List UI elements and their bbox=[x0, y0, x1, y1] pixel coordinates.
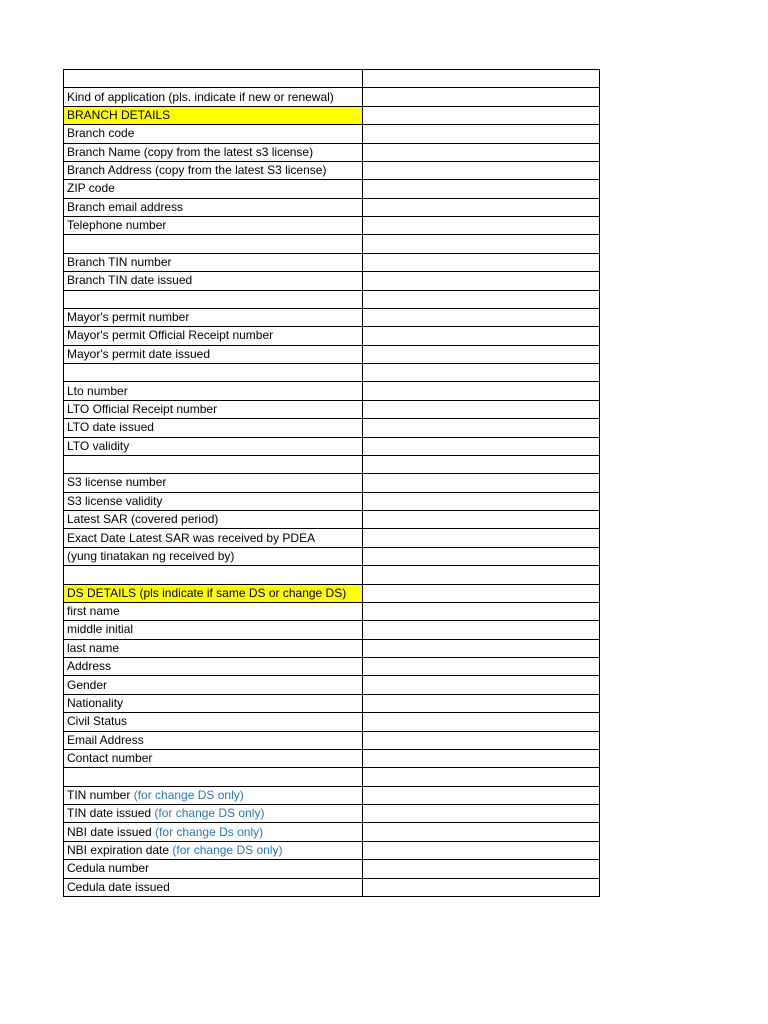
field-label: Lto number bbox=[67, 383, 128, 398]
field-label-cell bbox=[64, 492, 363, 510]
field-value-cell[interactable] bbox=[363, 253, 600, 271]
blank-row bbox=[64, 235, 600, 253]
field-label-cell bbox=[64, 786, 363, 804]
field-value-cell[interactable] bbox=[363, 180, 600, 198]
field-label-cell bbox=[64, 566, 363, 584]
form-row bbox=[64, 382, 600, 400]
field-label-cell bbox=[64, 235, 363, 253]
form-row bbox=[64, 602, 600, 620]
form-row bbox=[64, 474, 600, 492]
field-label-cell bbox=[64, 217, 363, 235]
field-value-cell[interactable] bbox=[363, 768, 600, 786]
field-value-cell[interactable] bbox=[363, 125, 600, 143]
field-note: (for change DS only) bbox=[172, 842, 283, 857]
field-value-cell[interactable] bbox=[363, 621, 600, 639]
form-row bbox=[64, 860, 600, 878]
field-label: Branch email address bbox=[67, 199, 184, 214]
form-row bbox=[64, 327, 600, 345]
field-value-cell[interactable] bbox=[363, 529, 600, 547]
field-value-cell[interactable] bbox=[363, 511, 600, 529]
field-label: Email Address bbox=[67, 732, 144, 747]
field-label-cell bbox=[64, 474, 363, 492]
field-label-cell bbox=[64, 382, 363, 400]
field-label-cell bbox=[64, 602, 363, 620]
form-row bbox=[64, 621, 600, 639]
field-note: (for change DS only) bbox=[154, 806, 265, 821]
form-row bbox=[64, 676, 600, 694]
field-label-cell bbox=[64, 345, 363, 363]
form-row bbox=[64, 713, 600, 731]
field-value-cell[interactable] bbox=[363, 786, 600, 804]
field-value-cell[interactable] bbox=[363, 676, 600, 694]
form-row bbox=[64, 492, 600, 510]
form-row bbox=[64, 253, 600, 271]
field-value-cell[interactable] bbox=[363, 860, 600, 878]
form-row bbox=[64, 88, 600, 106]
field-label-cell bbox=[64, 290, 363, 308]
field-label-cell bbox=[64, 125, 363, 143]
field-label: last name bbox=[67, 640, 120, 655]
field-note: (for change DS only) bbox=[133, 787, 244, 802]
field-value-cell[interactable] bbox=[363, 658, 600, 676]
field-value-cell[interactable] bbox=[363, 474, 600, 492]
field-value-cell[interactable] bbox=[363, 602, 600, 620]
section-header-row bbox=[64, 106, 600, 124]
form-row bbox=[64, 731, 600, 749]
form-row bbox=[64, 694, 600, 712]
field-label-cell bbox=[64, 694, 363, 712]
field-label: BRANCH DETAILS bbox=[67, 107, 171, 122]
field-label: TIN date issued bbox=[67, 806, 152, 821]
field-label: TIN number bbox=[67, 787, 131, 802]
field-value-cell[interactable] bbox=[363, 217, 600, 235]
field-label: Civil Status bbox=[67, 714, 128, 729]
form-row bbox=[64, 180, 600, 198]
field-label: LTO date issued bbox=[67, 420, 154, 435]
field-label-cell bbox=[64, 253, 363, 271]
field-label-cell bbox=[64, 805, 363, 823]
field-value-cell[interactable] bbox=[363, 198, 600, 216]
form-row bbox=[64, 125, 600, 143]
field-label: Branch TIN date issued bbox=[67, 273, 193, 288]
field-label-cell bbox=[64, 529, 363, 547]
field-label-cell bbox=[64, 658, 363, 676]
field-value-cell[interactable] bbox=[363, 308, 600, 326]
field-label-cell bbox=[64, 676, 363, 694]
form-row bbox=[64, 400, 600, 418]
field-label-cell bbox=[64, 731, 363, 749]
field-label-cell bbox=[64, 143, 363, 161]
field-label: S3 license number bbox=[67, 475, 167, 490]
field-value-cell[interactable] bbox=[363, 161, 600, 179]
field-label-cell bbox=[64, 768, 363, 786]
field-label: Cedula number bbox=[67, 861, 150, 876]
field-label: Branch TIN number bbox=[67, 254, 172, 269]
field-label-cell bbox=[64, 364, 363, 382]
field-label: NBI expiration date bbox=[67, 842, 170, 857]
field-label: Branch Name (copy from the latest s3 license) bbox=[67, 144, 314, 159]
field-label-cell bbox=[64, 437, 363, 455]
field-value-cell[interactable] bbox=[363, 106, 600, 124]
form-row bbox=[64, 161, 600, 179]
form-row bbox=[64, 437, 600, 455]
section-header-cell bbox=[64, 106, 363, 124]
field-label-cell bbox=[64, 621, 363, 639]
form-row bbox=[64, 823, 600, 841]
field-label: LTO validity bbox=[67, 438, 130, 453]
field-value-cell[interactable] bbox=[363, 547, 600, 565]
form-row bbox=[64, 529, 600, 547]
field-label: Gender bbox=[67, 677, 108, 692]
field-label: NBI date issued bbox=[67, 824, 152, 839]
field-label-cell bbox=[64, 713, 363, 731]
form-row bbox=[64, 786, 600, 804]
field-value-cell[interactable] bbox=[363, 823, 600, 841]
blank-row bbox=[64, 364, 600, 382]
field-value-cell[interactable] bbox=[363, 235, 600, 253]
field-value-cell[interactable] bbox=[363, 455, 600, 473]
field-value-cell[interactable] bbox=[363, 327, 600, 345]
field-value-cell[interactable] bbox=[363, 713, 600, 731]
field-label: Address bbox=[67, 659, 112, 674]
form-row bbox=[64, 639, 600, 657]
form-row bbox=[64, 143, 600, 161]
form-row bbox=[64, 308, 600, 326]
field-value-cell[interactable] bbox=[363, 749, 600, 767]
field-value-cell[interactable] bbox=[363, 805, 600, 823]
form-row bbox=[64, 749, 600, 767]
field-value-cell[interactable] bbox=[363, 639, 600, 657]
field-value-cell[interactable] bbox=[363, 492, 600, 510]
field-label-cell bbox=[64, 400, 363, 418]
form-table-body bbox=[64, 70, 600, 897]
field-label: middle initial bbox=[67, 622, 134, 637]
field-label: Telephone number bbox=[67, 218, 167, 233]
form-row bbox=[64, 805, 600, 823]
field-value-cell[interactable] bbox=[363, 731, 600, 749]
field-label: Mayor's permit Official Receipt number bbox=[67, 328, 274, 343]
form-row bbox=[64, 419, 600, 437]
application-form-table bbox=[63, 69, 600, 897]
field-label: Contact number bbox=[67, 751, 153, 766]
field-value-cell[interactable] bbox=[363, 419, 600, 437]
field-label-cell bbox=[64, 455, 363, 473]
field-value-cell[interactable] bbox=[363, 290, 600, 308]
field-label-cell bbox=[64, 198, 363, 216]
field-value-cell[interactable] bbox=[363, 143, 600, 161]
field-value-cell[interactable] bbox=[363, 694, 600, 712]
field-value-cell[interactable] bbox=[363, 382, 600, 400]
field-value-cell[interactable] bbox=[363, 88, 600, 106]
form-row bbox=[64, 511, 600, 529]
field-label-cell bbox=[64, 161, 363, 179]
field-value-cell[interactable] bbox=[363, 437, 600, 455]
field-label: LTO Official Receipt number bbox=[67, 401, 218, 416]
field-label: Exact Date Latest SAR was received by PDEA bbox=[67, 530, 316, 545]
field-label-cell bbox=[64, 841, 363, 859]
field-label: Latest SAR (covered period) bbox=[67, 512, 219, 527]
field-label-cell bbox=[64, 860, 363, 878]
form-row bbox=[64, 878, 600, 896]
field-value-cell[interactable] bbox=[363, 272, 600, 290]
field-label-cell bbox=[64, 308, 363, 326]
field-label-cell bbox=[64, 511, 363, 529]
blank-row bbox=[64, 455, 600, 473]
field-value-cell[interactable] bbox=[363, 400, 600, 418]
field-label: first name bbox=[67, 604, 120, 619]
field-value-cell[interactable] bbox=[363, 584, 600, 602]
field-label: (yung tinatakan ng received by) bbox=[67, 548, 235, 563]
field-value-cell[interactable] bbox=[363, 345, 600, 363]
field-label: Branch code bbox=[67, 126, 135, 141]
field-label: Kind of application (pls. indicate if new or renewal) bbox=[67, 89, 334, 104]
form-row bbox=[64, 217, 600, 235]
field-value-cell[interactable] bbox=[363, 566, 600, 584]
form-row bbox=[64, 345, 600, 363]
field-value-cell[interactable] bbox=[363, 841, 600, 859]
form-row bbox=[64, 547, 600, 565]
field-label: Mayor's permit number bbox=[67, 310, 190, 325]
field-label-cell bbox=[64, 180, 363, 198]
field-label: Mayor's permit date issued bbox=[67, 346, 211, 361]
field-value-cell[interactable] bbox=[363, 364, 600, 382]
field-label-cell bbox=[64, 419, 363, 437]
blank-row bbox=[64, 566, 600, 584]
form-row bbox=[64, 841, 600, 859]
field-label-cell bbox=[64, 639, 363, 657]
field-label: DS DETAILS (pls indicate if same DS or change DS) bbox=[67, 585, 347, 600]
field-label: Cedula date issued bbox=[67, 879, 170, 894]
form-row bbox=[64, 198, 600, 216]
blank-row bbox=[64, 290, 600, 308]
field-note: (for change Ds only) bbox=[155, 824, 264, 839]
field-value-cell[interactable] bbox=[363, 70, 600, 88]
field-value-cell[interactable] bbox=[363, 878, 600, 896]
field-label: Nationality bbox=[67, 695, 124, 710]
form-row bbox=[64, 658, 600, 676]
field-label: Branch Address (copy from the latest S3 license) bbox=[67, 163, 327, 178]
field-label-cell bbox=[64, 547, 363, 565]
field-label-cell bbox=[64, 823, 363, 841]
field-label: ZIP code bbox=[67, 181, 115, 196]
field-label-cell bbox=[64, 272, 363, 290]
field-label-cell bbox=[64, 749, 363, 767]
field-label-cell bbox=[64, 70, 363, 88]
field-label-cell bbox=[64, 88, 363, 106]
section-header-cell bbox=[64, 584, 363, 602]
field-label: S3 license validity bbox=[67, 493, 163, 508]
field-label-cell bbox=[64, 327, 363, 345]
field-label-cell bbox=[64, 878, 363, 896]
blank-row bbox=[64, 768, 600, 786]
section-header-row bbox=[64, 584, 600, 602]
form-row bbox=[64, 272, 600, 290]
blank-row bbox=[64, 70, 600, 88]
